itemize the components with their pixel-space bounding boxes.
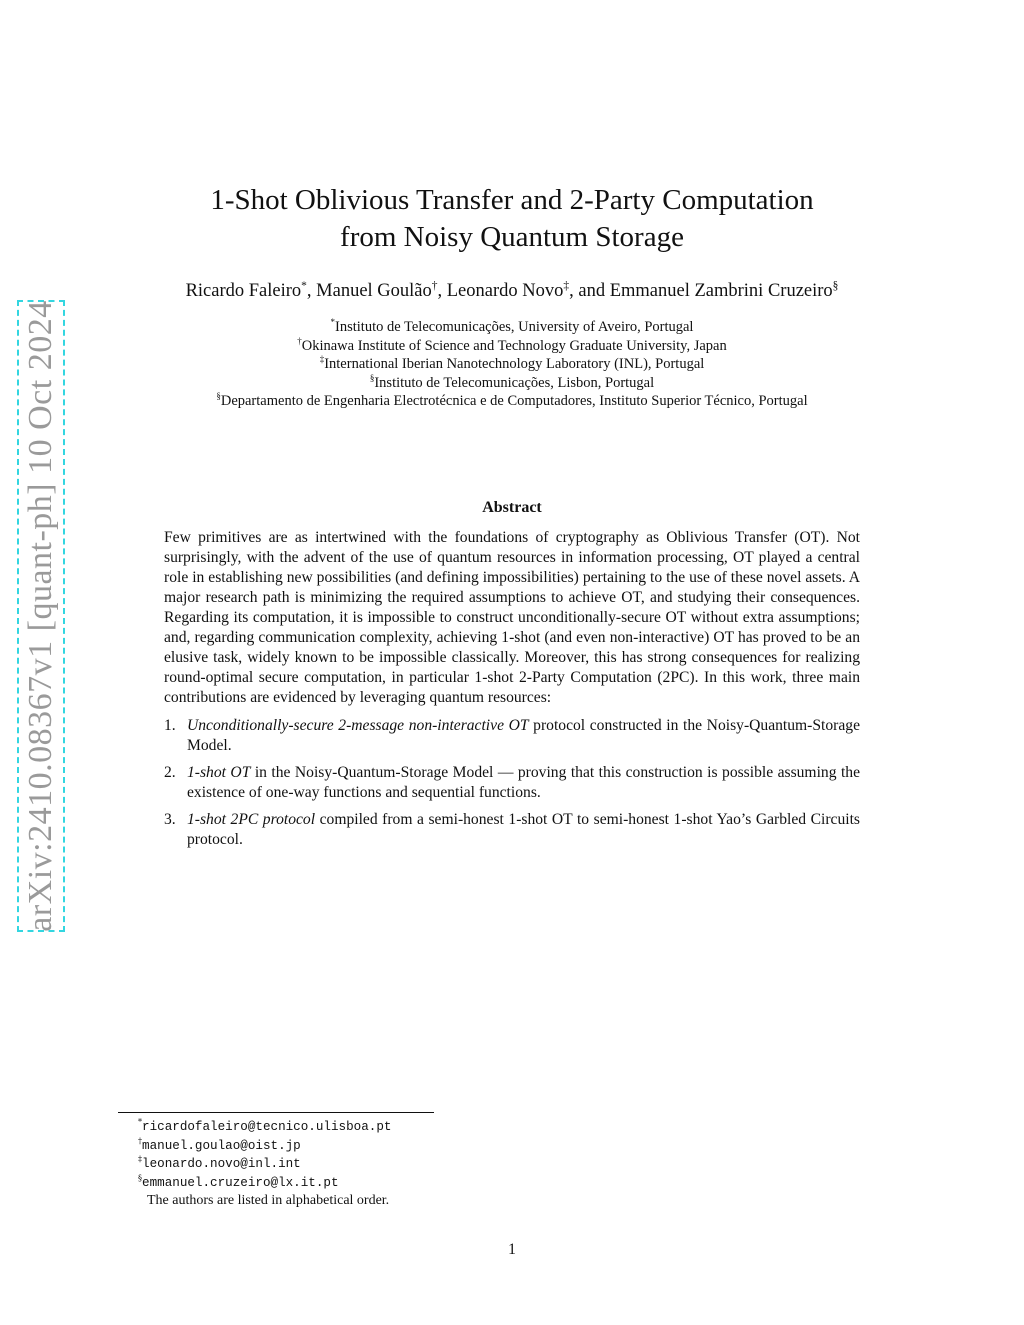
contribution-text: protocol constructed in the Noisy-Quantum-Storage Model. [187, 717, 860, 754]
author-mark: * [301, 279, 307, 292]
contribution-list [164, 716, 860, 850]
abstract-paragraph: Few primitives are as intertwined with the foundations of cryptography as Oblivious Transfer (OT). Not surprisingly, with the advent of the use of quantum resources in information processing, OT played a central role in establishing new possibilities (and defining impossibilities) pertaining to the use of these novel assets. A major research path is minimizing the required assumptions to achieve OT, and studying their consequences. Regarding its computation, it is impossible to construct unconditionally-secure OT without extra assumptions; and, regarding communication complexity, achieving 1-shot (and even non-interactive) OT has proved to be an elusive task, widely known to be impossible classically. Moreover, this has strong consequences for realizing round-optimal secure computation, in particular 1-shot 2-Party Computation (2PC). In this work, three main contributions are evidenced by leveraging quantum resources: [164, 529, 860, 706]
page-number: 1 [508, 1241, 516, 1258]
footnote [138, 1174, 391, 1193]
affiliation-mark: § [216, 391, 221, 402]
author-separator: , [437, 281, 447, 301]
contribution-emphasis: 1-shot 2PC protocol [187, 811, 316, 828]
author-separator: , and [569, 281, 610, 301]
footnote-mark: * [138, 1117, 143, 1127]
footnote-email[interactable]: leonardo.novo@inl.int [142, 1157, 301, 1171]
contribution-emphasis: 1-shot OT [187, 764, 251, 781]
author-name: Emmanuel Zambrini Cruzeiro [609, 281, 833, 301]
affiliation [0, 355, 1024, 374]
contribution-text: compiled from a semi-honest 1-shot OT to semi-honest 1-shot Yao’s Garbled Circuits protocol. [187, 811, 860, 848]
affiliation-text: Instituto de Telecomunicações, Lisbon, Portugal [374, 374, 655, 391]
contribution-item [164, 763, 860, 803]
footnote-mark: § [138, 1173, 143, 1183]
footnote-mark: ‡ [138, 1154, 143, 1164]
author-list [0, 281, 1024, 302]
author-name: Manuel Goulão [316, 281, 432, 301]
author-mark: ‡ [563, 279, 570, 292]
footnote-list [138, 1118, 391, 1211]
author-separator: , [306, 281, 317, 301]
abstract-heading: Abstract [482, 499, 542, 516]
contribution-text: in the Noisy-Quantum-Storage Model — proving that this construction is possible assuming the existence of one-way functions and sequential functions. [187, 764, 860, 801]
arxiv-identifier-text: arXiv:2410.08367v1 [quant-ph] 10 Oct 2024 [22, 300, 59, 932]
footnote-mark: † [138, 1136, 143, 1146]
footnote-divider [118, 1112, 434, 1113]
footnote [138, 1155, 391, 1174]
contribution-number: 2. [164, 764, 176, 781]
affiliation [0, 374, 1024, 393]
footnote-email[interactable]: manuel.goulao@oist.jp [142, 1138, 301, 1153]
contribution-item [164, 810, 860, 850]
author-name: Leonardo Novo [446, 281, 564, 301]
affiliation-text: Departamento de Engenharia Electrotécnica e de Computadores, Instituto Superior Técnico, Portugal [220, 393, 808, 409]
title-line-2: from Noisy Quantum Storage [340, 221, 684, 253]
footnote [138, 1118, 391, 1137]
footnote-email[interactable]: ricardofaleiro@tecnico.ulisboa.pt [142, 1120, 392, 1134]
affiliation [0, 337, 1024, 356]
footnote [138, 1137, 391, 1156]
affiliation-mark: † [297, 335, 302, 346]
affiliation-text: Okinawa Institute of Science and Technology Graduate University, Japan [301, 337, 727, 354]
affiliation-text: International Iberian Nanotechnology Laboratory (INL), Portugal [324, 356, 705, 372]
author-mark: † [431, 279, 438, 292]
contribution-number: 3. [164, 811, 176, 828]
contribution-item [164, 716, 860, 756]
affiliation-mark: § [369, 372, 375, 383]
title-line-1: 1-Shot Oblivious Transfer and 2-Party Computation [210, 184, 814, 216]
affiliation-mark: ‡ [319, 354, 325, 365]
abstract-body [164, 528, 860, 857]
footnote-note: The authors are listed in alphabetical order. [147, 1193, 390, 1208]
affiliation-text: Instituto de Telecomunicações, University of Aveiro, Portugal [335, 319, 694, 335]
author-name: Ricardo Faleiro [185, 281, 302, 301]
author-mark: § [832, 279, 839, 292]
contribution-emphasis: Unconditionally-secure 2-message non-interactive OT [187, 717, 529, 734]
affiliation-mark: * [330, 317, 336, 328]
footnote-email[interactable]: emmanuel.cruzeiro@lx.it.pt [142, 1175, 339, 1190]
affiliation-list [0, 318, 1024, 411]
affiliation [0, 392, 1024, 411]
paper-title [0, 182, 1024, 256]
contribution-number: 1. [164, 717, 176, 734]
affiliation [0, 318, 1024, 337]
